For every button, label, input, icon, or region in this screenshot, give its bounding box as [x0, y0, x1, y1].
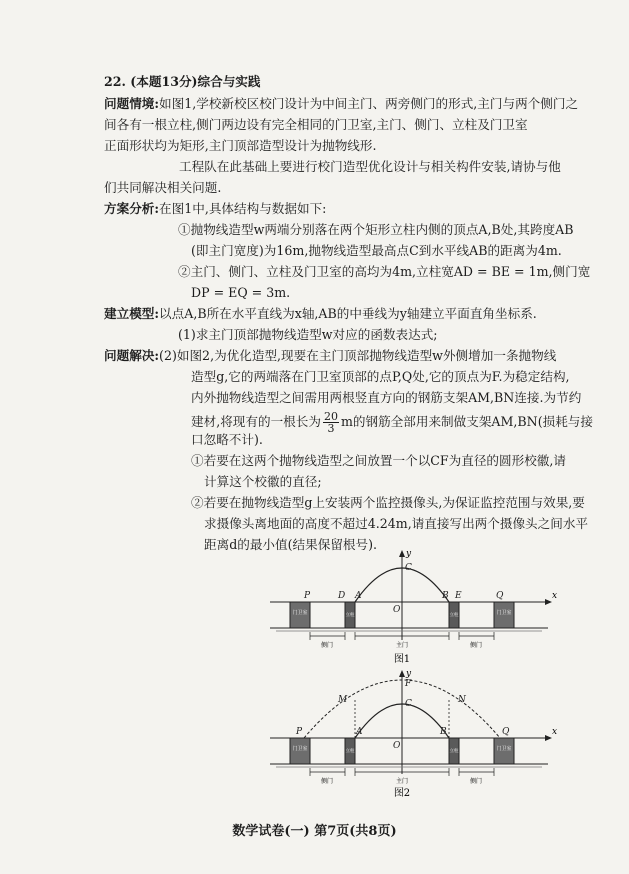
fig2-label-N: N	[458, 695, 466, 705]
fig1-label-B: B	[442, 591, 449, 601]
model-line-1	[104, 306, 537, 322]
fig1-side-gate-left-label: 侧门	[320, 642, 334, 649]
fig1-label-O: O	[393, 605, 401, 615]
fig1-x-label: x	[552, 591, 558, 601]
fig1-label-A: A	[355, 591, 362, 601]
fig1-label-Q: Q	[496, 591, 504, 601]
fig2-main-gate-label: 主门	[395, 778, 409, 785]
solve-label: 问题解决:	[104, 348, 160, 363]
context-line-2: 间各有一根立柱,侧门两边设有完全相同的门卫室,主门、侧门、立柱及门卫室	[104, 117, 528, 132]
fraction-denominator: 3	[327, 422, 335, 435]
solve-text-1: (2)如图2,为优化造型,现要在主门顶部抛物线造型w外侧增加一条抛物线	[159, 348, 557, 363]
solve-line-3: 内外抛物线造型之间需用两根竖直方向的钢筋支架AM,BN连接.为节约	[191, 390, 582, 405]
fig1-pillar-right-label: 立柱	[449, 613, 459, 618]
fig1-x-arrow	[545, 599, 552, 605]
solve-text-4a: 建材,将现有的一根长为	[191, 414, 321, 429]
fig2-y-label: y	[406, 669, 412, 679]
sub-question-1-b: 计算这个校徽的直径;	[204, 474, 322, 489]
sub-question-2-a: ②若要在抛物线造型g上安装两个监控摄像头,为保证监控范围与效果,要	[191, 495, 585, 510]
fig1-label-D: D	[338, 591, 346, 601]
analysis-line-4: ②主门、侧门、立柱及门卫室的高均为4m,立柱宽AD = BE = 1m,侧门宽	[178, 264, 591, 279]
fig2-y-arrow	[399, 670, 405, 677]
sub-question-1-a: ①若要在这两个抛物线造型之间放置一个以CF为直径的圆形校徽,请	[191, 453, 567, 468]
fig1-guard-room-right-label: 门卫室	[496, 610, 512, 616]
model-label: 建立模型:	[104, 306, 160, 321]
fig2-label-M: M	[338, 695, 348, 705]
fig2-label-Q: Q	[502, 727, 510, 737]
fig1-pillar-left-label: 立柱	[345, 613, 355, 618]
fig1-label-C: C	[405, 563, 412, 573]
analysis-line-2: ①抛物线造型w两端分别落在两个矩形立柱内侧的顶点A,B处,其跨度AB	[178, 222, 574, 237]
fig1-y-label: y	[406, 549, 412, 559]
fig2-pillar-right-label: 立柱	[449, 749, 459, 754]
fig1-guard-room-left-label: 门卫室	[292, 610, 308, 616]
figure-2	[270, 668, 560, 798]
context-text-1: 如图1,学校新校区校门设计为中间主门、两旁侧门的形式,主门与两个侧门之	[159, 96, 579, 111]
fig1-caption: 图1	[393, 654, 411, 665]
fig2-label-P: P	[296, 727, 303, 737]
solve-text-4b: m的钢筋全部用来制做支架AM,BN(损耗与接	[340, 414, 593, 429]
analysis-line-1	[104, 201, 326, 217]
fig2-caption: 图2	[393, 788, 411, 798]
fig2-label-A: A	[356, 727, 363, 737]
page-footer: 数学试卷(一) 第7页(共8页)	[232, 824, 397, 839]
context-line-5: 们共同解决相关问题.	[104, 180, 222, 195]
solve-line-2: 造型g,它的两端落在门卫室顶部的点P,Q处,它的顶点为F.为稳定结构,	[191, 369, 570, 384]
model-text-1: 以点A,B所在水平直线为x轴,AB的中垂线为y轴建立平面直角坐标系.	[159, 306, 537, 321]
fig2-side-gate-left-label: 侧门	[320, 778, 334, 785]
fraction-20-3	[323, 411, 339, 434]
fig2-guard-room-left-label: 门卫室	[292, 746, 308, 752]
fig2-guard-room-right-label: 门卫室	[496, 746, 512, 752]
fig2-label-O: O	[393, 741, 401, 751]
question-header: 22. (本题13分)综合与实践	[104, 74, 261, 89]
fig2-label-F: F	[405, 679, 412, 689]
context-line-1	[104, 96, 578, 112]
fig1-label-P: P	[304, 591, 311, 601]
analysis-line-3: (即主门宽度)为16m,抛物线造型最高点C到水平线AB的距离为4m.	[191, 243, 562, 258]
context-line-3: 正面形状均为矩形,主门顶部造型设计为抛物线形.	[104, 138, 377, 153]
fig2-x-arrow	[545, 735, 552, 741]
solve-line-4	[191, 411, 593, 434]
fraction-numerator: 20	[323, 410, 338, 423]
context-label: 问题情境:	[104, 96, 160, 111]
model-line-2: (1)求主门顶部抛物线造型w对应的函数表达式;	[178, 327, 438, 342]
analysis-line-5: DP = EQ = 3m.	[191, 285, 291, 300]
analysis-label: 方案分析:	[104, 201, 160, 216]
fig1-main-gate-label: 主门	[395, 642, 409, 649]
fig1-label-E: E	[455, 591, 462, 601]
solve-line-5: 口忽略不计).	[191, 432, 263, 447]
fig2-x-label: x	[552, 727, 558, 737]
fig2-label-C: C	[405, 699, 412, 709]
context-line-4: 工程队在此基础上要进行校门造型优化设计与相关构件安装,请协与他	[179, 159, 561, 174]
fig1-y-arrow	[399, 550, 405, 557]
fig2-side-gate-right-label: 侧门	[469, 778, 483, 785]
sub-question-2-c: 距离d的最小值(结果保留根号).	[204, 537, 378, 552]
sub-question-2-b: 求摄像头离地面的高度不超过4.24m,请直接写出两个摄像头之间水平	[204, 516, 589, 531]
analysis-text-1: 在图1中,具体结构与数据如下:	[159, 201, 327, 216]
fig2-label-B: B	[440, 727, 447, 737]
solve-line-1	[104, 348, 556, 364]
fig1-side-gate-right-label: 侧门	[469, 642, 483, 649]
figure-1	[270, 548, 560, 666]
fig2-pillar-left-label: 立柱	[345, 749, 355, 754]
